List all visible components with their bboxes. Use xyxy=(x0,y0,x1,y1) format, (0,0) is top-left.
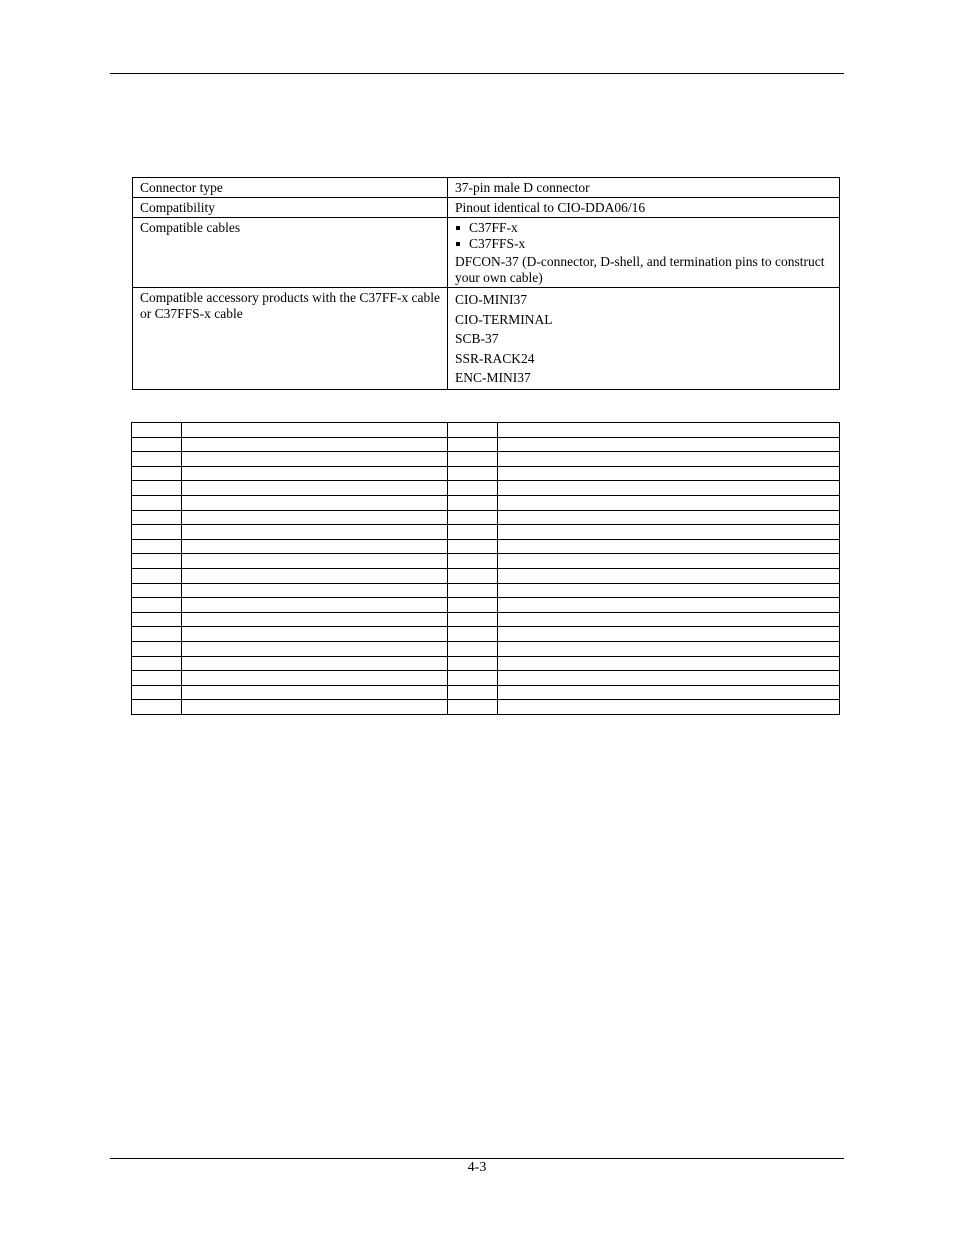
table-cell xyxy=(448,510,498,525)
table-cell xyxy=(448,641,498,656)
table-cell xyxy=(498,539,840,554)
table-cell xyxy=(498,554,840,569)
table-cell xyxy=(182,627,448,642)
accessory-item: ENC-MINI37 xyxy=(455,370,531,385)
table-cell xyxy=(498,583,840,598)
spec-label: Compatible cables xyxy=(133,218,448,288)
table-cell xyxy=(182,510,448,525)
table-cell xyxy=(132,510,182,525)
table-cell xyxy=(448,685,498,700)
table-cell xyxy=(498,671,840,686)
table-row xyxy=(132,685,840,700)
table-row xyxy=(132,598,840,613)
table-row xyxy=(133,198,840,218)
spec-label: Compatibility xyxy=(133,198,448,218)
table-cell xyxy=(498,656,840,671)
table-cell xyxy=(132,583,182,598)
table-cell xyxy=(132,612,182,627)
table-cell xyxy=(132,568,182,583)
table-cell xyxy=(498,612,840,627)
table-cell xyxy=(498,437,840,452)
table-cell xyxy=(498,466,840,481)
bullet-icon xyxy=(456,226,460,230)
table-cell xyxy=(182,554,448,569)
table-row xyxy=(132,495,840,510)
table-cell xyxy=(132,495,182,510)
table-row xyxy=(132,568,840,583)
table-cell xyxy=(498,598,840,613)
table-cell xyxy=(132,671,182,686)
table-row xyxy=(133,288,840,390)
cable-note: DFCON-37 (D-connector, D-shell, and termination pins to construct your own cable) xyxy=(455,254,825,285)
table-cell xyxy=(448,554,498,569)
accessory-item: CIO-MINI37 xyxy=(455,292,527,307)
page-number: 4-3 xyxy=(467,1160,487,1175)
table-cell xyxy=(448,539,498,554)
spec-value xyxy=(448,288,840,390)
table-row xyxy=(132,671,840,686)
table-cell xyxy=(448,452,498,467)
table-cell xyxy=(448,525,498,540)
table-row xyxy=(132,437,840,452)
cable-list xyxy=(455,220,832,252)
table-cell xyxy=(182,612,448,627)
table-cell xyxy=(448,656,498,671)
table-row xyxy=(132,627,840,642)
table-cell xyxy=(132,452,182,467)
table-cell xyxy=(182,539,448,554)
table-cell xyxy=(132,598,182,613)
table-cell xyxy=(132,554,182,569)
table-cell xyxy=(132,525,182,540)
table-row xyxy=(132,481,840,496)
table-cell xyxy=(182,685,448,700)
table-cell xyxy=(498,568,840,583)
table-row xyxy=(132,466,840,481)
table-row xyxy=(132,656,840,671)
table-cell xyxy=(498,510,840,525)
table-cell xyxy=(498,627,840,642)
table-row xyxy=(132,612,840,627)
table-cell xyxy=(498,685,840,700)
accessory-item: SSR-RACK24 xyxy=(455,350,535,366)
table-cell xyxy=(132,641,182,656)
table-cell xyxy=(182,656,448,671)
list-item xyxy=(455,220,832,236)
bullet-icon xyxy=(456,242,460,246)
accessory-item: CIO-TERMINAL xyxy=(455,311,553,327)
table-cell xyxy=(498,423,840,438)
table-cell xyxy=(182,525,448,540)
table-cell xyxy=(182,598,448,613)
table-row xyxy=(132,583,840,598)
accessory-item: SCB-37 xyxy=(455,331,499,346)
table-cell xyxy=(448,627,498,642)
table-row xyxy=(132,539,840,554)
table-cell xyxy=(132,685,182,700)
table-cell xyxy=(182,583,448,598)
table-cell xyxy=(132,700,182,715)
table-row xyxy=(132,641,840,656)
footer-rule xyxy=(110,1158,844,1159)
spec-label: Connector type xyxy=(133,178,448,198)
table-cell xyxy=(498,700,840,715)
list-item xyxy=(455,236,832,252)
table-cell xyxy=(132,423,182,438)
table-cell xyxy=(132,656,182,671)
table-cell xyxy=(448,437,498,452)
table-cell xyxy=(182,466,448,481)
table-cell xyxy=(448,700,498,715)
table-cell xyxy=(448,495,498,510)
table-cell xyxy=(448,481,498,496)
table-cell xyxy=(182,481,448,496)
table-row xyxy=(133,178,840,198)
cable-name: C37FFS-x xyxy=(469,236,526,251)
table-row xyxy=(132,510,840,525)
table-cell xyxy=(498,641,840,656)
table-cell xyxy=(132,481,182,496)
table-cell xyxy=(182,700,448,715)
spec-value: 37-pin male D connector xyxy=(448,178,840,198)
connector-specs-table xyxy=(132,177,840,390)
table-cell xyxy=(182,423,448,438)
cable-name: C37FF-x xyxy=(469,220,518,235)
table-cell xyxy=(498,525,840,540)
table-row xyxy=(133,218,840,288)
table-cell xyxy=(182,495,448,510)
table-cell xyxy=(498,481,840,496)
table-cell xyxy=(448,466,498,481)
table-cell xyxy=(448,583,498,598)
table-cell xyxy=(182,671,448,686)
table-cell xyxy=(498,495,840,510)
table-cell xyxy=(182,641,448,656)
table-cell xyxy=(132,466,182,481)
pinout-table xyxy=(131,422,840,715)
table-row xyxy=(132,554,840,569)
table-cell xyxy=(448,423,498,438)
table-cell xyxy=(182,568,448,583)
table-cell xyxy=(448,568,498,583)
table-cell xyxy=(132,437,182,452)
spec-value: Pinout identical to CIO-DDA06/16 xyxy=(448,198,840,218)
table-cell xyxy=(498,452,840,467)
table-cell xyxy=(182,437,448,452)
table-row xyxy=(132,423,840,438)
table-cell xyxy=(132,627,182,642)
table-cell xyxy=(182,452,448,467)
table-row xyxy=(132,525,840,540)
table-cell xyxy=(448,598,498,613)
header-rule xyxy=(110,73,844,74)
table-cell xyxy=(132,539,182,554)
table-cell xyxy=(448,671,498,686)
spec-label: Compatible accessory products with the C37FF-x cable or C37FFS-x cable xyxy=(133,288,448,390)
table-row xyxy=(132,452,840,467)
spec-value xyxy=(448,218,840,288)
table-cell xyxy=(448,612,498,627)
table-row xyxy=(132,700,840,715)
